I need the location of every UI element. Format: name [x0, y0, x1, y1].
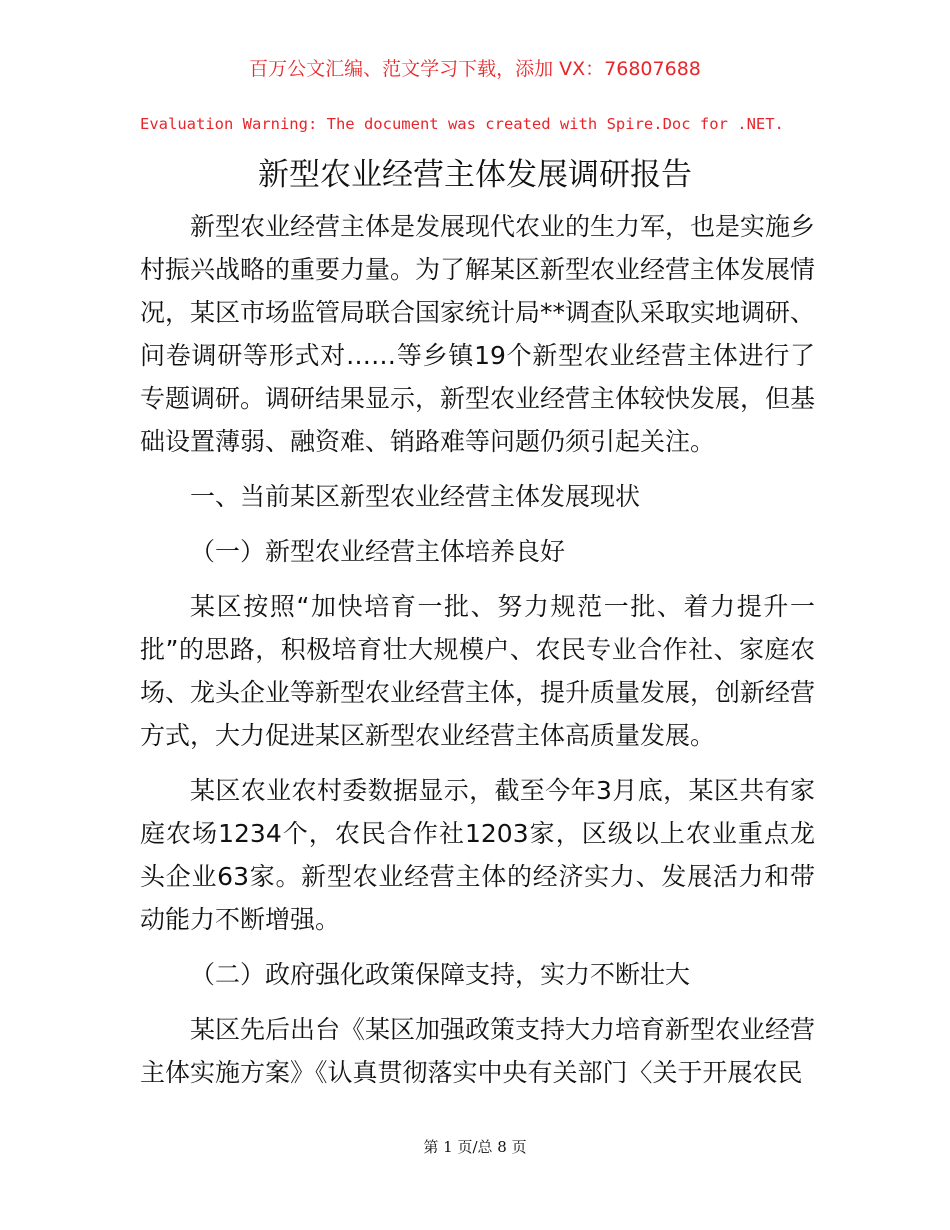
- body-paragraph: 某区先后出台《某区加强政策支持大力培育新型农业经营主体实施方案》《认真贯彻落实中央有关部门〈关于开展农民: [140, 1015, 816, 1087]
- body-paragraph: 某区按照“加快培育一批、努力规范一批、着力提升一批”的思路，积极培育壮大规模户、农民专业合作社、家庭农场、龙头企业等新型农业经营主体，提升质量发展，创新经营方式，大力促进某区新型农业经营主体高质量发展。: [140, 592, 816, 750]
- intro-paragraph: 新型农业经营主体是发展现代农业的生力军，也是实施乡村振兴战略的重要力量。为了解某区新型农业经营主体发展情况，某区市场监管局联合国家统计局**调查队采取实地调研、问卷调研等形式对……等乡镇19个新型农业经营主体进行了专题调研。调研结果显示，新型农业经营主体较快发展，但基础设置薄弱、融资难、销路难等问题仍须引起关注。: [140, 212, 816, 456]
- section-heading-1: 一、当前某区新型农业经营主体发展现状: [190, 482, 641, 511]
- document-body: [140, 205, 815, 1106]
- body-paragraph: 某区农业农村委数据显示，截至今年3月底，某区共有家庭农场1234个，农民合作社1203家，区级以上农业重点龙头企业63家。新型农业经营主体的经济实力、发展活力和带动能力不断增强。: [140, 776, 815, 934]
- page-footer: 第 1 页/总 8 页: [423, 1138, 527, 1156]
- subsection-heading-2: （二）政府强化政策保障支持，实力不断壮大: [190, 960, 691, 989]
- evaluation-warning: Evaluation Warning: The document was created with Spire.Doc for .NET.: [140, 115, 784, 133]
- promo-banner: 百万公文汇编、范文学习下载，添加 VX：76807688: [249, 58, 701, 80]
- document-title: 新型农业经营主体发展调研报告: [258, 157, 692, 193]
- subsection-heading-1: （一）新型农业经营主体培养良好: [190, 537, 566, 566]
